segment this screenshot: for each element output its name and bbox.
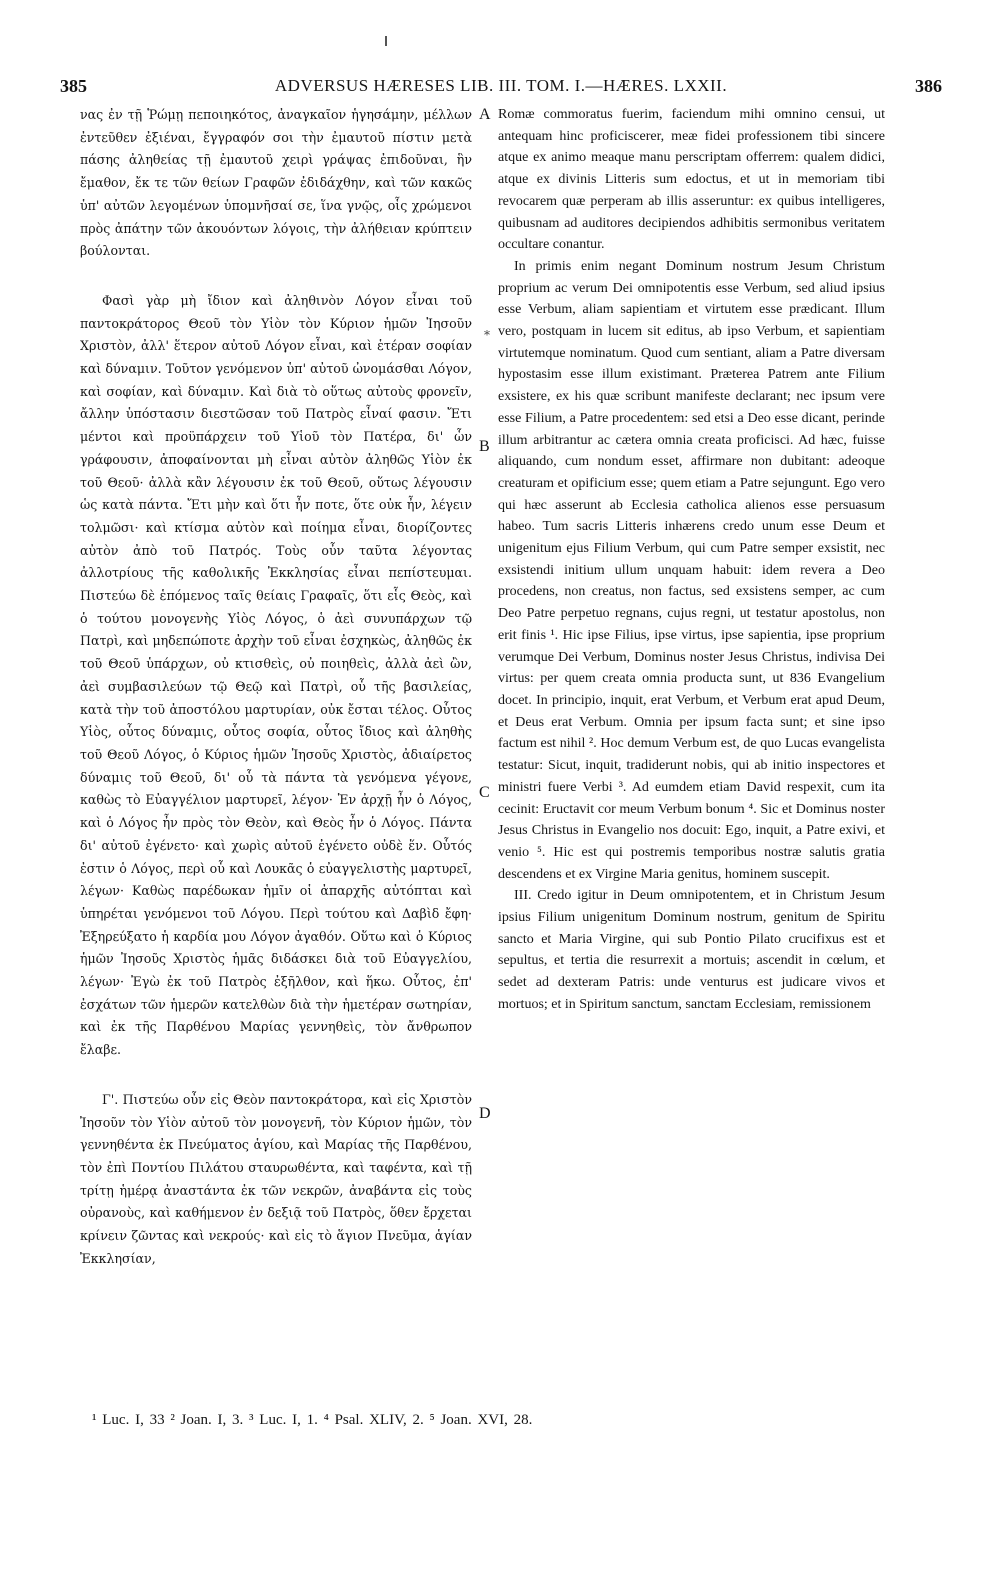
page-number-left: 385 bbox=[60, 76, 87, 96]
latin-paragraph-1: Romæ commoratus fuerim, faciendum mihi omnino censui, ut antequam hinc proficiscerer, meæ fidei professionem tibi sincere atque ex animo meaque manu perscriptam offerrem: qualem didici, atque ex divinis Litteris sum edoctus, et ut in memoriam tibi revocarem quæ perperam ab illis asseruntur: ex quibus intelligeres, quibusnam ad auditores decipiendos adhibitis sermonibus veritatem occultare conantur. bbox=[498, 107, 885, 253]
page-number-right: 386 bbox=[915, 76, 942, 96]
margin-letter-a: A bbox=[479, 106, 491, 123]
margin-letter-b: B bbox=[479, 438, 490, 455]
greek-paragraph-2: Φασὶ γὰρ μὴ ἴδιον καὶ ἀληθινὸν Λόγον εἶναι τοῦ παντοκράτορος Θεοῦ τὸν Υἱὸν τὸν Κύριον ἡμῶν Ἰησοῦν Χριστὸν, ἀλλ' ἕτερον αὐτοῦ Λόγον εἶναι, καὶ ἑτέραν σοφίαν καὶ δύναμιν. Τοῦτον γενόμενον ὑπ' αὐτοῦ ὠνομάσθαι Λόγον, καὶ σοφίαν, καὶ δύναμιν. Καὶ διὰ τὸ οὕτως αὐτοὺς φρονεῖν, ἄλλην ὑπόστασιν διεστῶσαν τοῦ Πατρὸς εἶναί φασιν. Ἔτι μέντοι καὶ προϋπάρχειν τοῦ Υἱοῦ τὸν Πατέρα, δι' ὧν γράφουσιν, ἀποφαίνονται μὴ εἶναι αὐτὸν ἀληθῶς Υἱὸν ἐκ τοῦ Θεοῦ· ἀλλὰ κἂν λέγουσιν ἐκ τοῦ Θεοῦ, οὕτως λέγουσιν ὡς κατὰ πάντα. Ἔτι μὴν καὶ ὅτι ἦν ποτε, ὅτε οὐκ ἦν, λέγειν τολμῶσι· καὶ κτίσμα αὐτὸν καὶ ποίημα εἶναι, διορίζοντες αὐτὸν ἀπὸ τοῦ Πατρός. Τοὺς οὖν ταῦτα λέγοντας ἀλλοτρίους τῆς καθολικῆς Ἐκκλησίας εἶναι πεπίστευμαι. Πιστεύω δὲ ἑπόμενος ταῖς θείαις Γραφαῖς, ὅτι εἷς Θεὸς, καὶ ὁ τούτου μονογενὴς Υἱὸς Λόγος, ὁ ἀεὶ συνυπάρχων τῷ Πατρὶ, καὶ μηδεπώποτε ἀρχὴν τοῦ εἶναι ἐσχηκὼς, ἀληθῶς ἐκ τοῦ Θεοῦ ὑπάρχων, οὐ κτισθεὶς, οὐ ποιηθεὶς, ἀλλὰ ἀεὶ ὢν, ἀεὶ συμβασιλεύων τῷ Θεῷ καὶ Πατρὶ, οὗ τῆς βασιλείας, κατὰ τὴν τοῦ ἀποστόλου μαρτυρίαν, οὐκ ἔσται τέλος. Οὗτος Υἱὸς, οὗτος δύναμις, οὗτος σοφία, οὗτος ἴδιος καὶ ἀληθὴς τοῦ Θεοῦ Λόγος, ὁ Κύριος ἡμῶν Ἰησοῦς Χριστὸς, ἀδιαίρετος δύναμις τοῦ Θεοῦ, δι' οὗ τὰ πάντα τὰ γενόμενα γέγονε, καθὼς τὸ Εὐαγγέλιον μαρτυρεῖ, λέγον· Ἐν ἀρχῇ ἦν ὁ Λόγος, καὶ ὁ Λόγος ἦν πρὸς τὸν Θεὸν, καὶ Θεὸς ἦν ὁ Λόγος. Πάντα δι' αὐτοῦ ἐγένετο· καὶ χωρὶς αὐτοῦ ἐγένετο οὐδὲ ἕν. Οὗτός ἐστιν ὁ Λόγος, περὶ οὗ καὶ Λουκᾶς ὁ εὐαγγελιστὴς μαρτυρεῖ, λέγων· Καθὼς παρέδωκαν ἡμῖν οἱ ἀπαρχῆς αὐτόπται καὶ ὑπηρέται γενόμενοι τοῦ Λόγου. Περὶ τούτου καὶ Δαβὶδ ἔφη· Ἐξηρεύξατο ἡ καρδία μου Λόγον ἀγαθόν. Οὕτω καὶ ὁ Κύριος ἡμῶν Ἰησοῦς Χριστὸς ἡμᾶς διδάσκει διὰ τοῦ Εὐαγγελίου, λέγων· Ἐγὼ ἐκ τοῦ Πατρὸς ἐξῆλθον, καὶ ἥκω. Οὗτος, ἐπ' ἐσχάτων τῶν ἡμερῶν κατελθὼν διὰ τὴν ἡμετέραν σωτηρίαν, καὶ ἐκ τῆς Παρθένου Μαρίας γεννηθεὶς, τὸν ἄνθρωπον ἔλαβε. bbox=[80, 292, 472, 1058]
latin-paragraph-3: III. Credo igitur in Deum omnipotentem, et in Christum Jesum ipsius Filium unigenitum Dominum nostrum, genitum de Spiritu sancto et Maria Virgine, qui sub Pontio Pilato crucifixus est et sepultus, et tertia die resurrexit a mortuis; ascendit in cœlum, et sedet ad dexteram Patris: unde venturus est judicare vivos et mortuos; et in Spiritum sanctum, sanctam Ecclesiam, remissionem bbox=[498, 888, 885, 1012]
greek-paragraph-1: νας ἐν τῇ Ῥώμῃ πεποιηκότος, ἀναγκαῖον ἡγησάμην, μέλλων ἐντεῦθεν ἐξιέναι, ἔγγραφόν σοι τὴν ἐμαυτοῦ πίστιν μετὰ πάσης ἀληθείας τῇ ἐμαυτοῦ χειρὶ γράψας ἐπιδοῦναι, ἣν ἔμαθον, ἔκ τε τῶν θείων Γραφῶν ἐδιδάχθην, καὶ τῶν κακῶς ὑπ' αὐτῶν λεγομένων ὑπομνῆσαί σε, ἵνα γνῷς, οἷς χρώμενοι πρὸς ἀπάτην τῶν ἀκουόντων λόγοις, τὴν ἀλήθειαν κρύπτειν βούλονται. bbox=[80, 107, 472, 259]
greek-column bbox=[80, 104, 472, 1270]
latin-column bbox=[498, 104, 885, 1016]
latin-paragraph-2: In primis enim negant Dominum nostrum Jesum Christum proprium ac verum Dei omnipotentis esse Verbum, sed aliud ipsius esse Verbum, aliam sapientiam et virtutem esse prædicant. Illum vero, postquam in lucem sit editus, ab ipso Verbum, et sapientiam virtutemque nominatum. Quod cum sentiant, aliam a Patre diversam hypostasim esse illum existimant. Præterea Patrem ante Filium exsistere, ex his quæ scribunt manifeste declarant; nec ipsum vere esse Filium, a Patre procedentem: sed etsi a Deo esse dicant, perinde illum arbitrantur ac cætera omnia creata proficisci. Ad hæc, fuisse aliquando, cum nondum esset, affirmare non dubitant: adeoque creaturam et opificium esse; quem etiam a Patre sejungunt. Ego vero qui hæc asserunt ab Ecclesia catholica alienos esse persuasum habeo. Tum sacris Litteris inhærens credo unum esse Deum et unigenitum ejus Filium Verbum, qui cum Patre semper exsistit, nec exsistendi initium ullum unquam habuit: idem revera a Deo procedens, non creatus, non factus, sed exsistens semper, ac cum Deo Patre perpetuo regnans, cujus regni, ut testatur apostolus, non erit finis ¹. Hic ipse Filius, ipse virtus, ipse sapientia, ipse proprium verumque Dei Verbum, Dominus noster Jesus Christus, indivisa Dei virtus: per quem creata omnia producta sunt, ut 836 Evangelium docet. In principio, inquit, erat Verbum, et Verbum erat apud Deum, et Deus erat Verbum. Omnia per ipsum facta sunt; et sine ipso factum est nihil ². Hoc demum Verbum est, de quo Lucas evangelista testatur: Sicut, inquit, tradiderunt nobis, qui ab initio inspectores et ministri fuere Verbi ³. Ad eumdem etiam David respexit, cum ita cecinit: Eructavit cor meum Verbum bonum ⁴. Sic et Dominus noster Jesus Christus in Evangelio nos docuit: Ego, inquit, a Patre exivi, et venio ⁵. Hic est qui postremis temporibus nostræ salutis gratia descendens et ex Virgine Maria genitus, hominem suscepit. bbox=[498, 258, 885, 882]
running-title: ADVERSUS HÆRESES LIB. III. TOM. I.—HÆRES. LXXII. bbox=[274, 76, 728, 95]
margin-letter-d: D bbox=[479, 1105, 491, 1122]
footnotes: ¹ Luc. I, 33 ² Joan. I, 3. ³ Luc. I, 1. ⁴ Psal. XLIV, 2. ⁵ Joan. XVI, 28. bbox=[92, 1412, 533, 1428]
margin-letter-c: C bbox=[479, 784, 490, 801]
asterisk-mark: * bbox=[484, 328, 490, 342]
print-mark bbox=[385, 36, 387, 46]
running-header bbox=[60, 76, 942, 102]
greek-paragraph-3: Γ'. Πιστεύω οὖν εἰς Θεὸν παντοκράτορα, καὶ εἰς Χριστὸν Ἰησοῦν τὸν Υἱὸν αὐτοῦ τὸν μονογενῆ, τὸν Κύριον ἡμῶν, τὸν γεννηθέντα ἐκ Πνεύματος ἁγίου, καὶ Μαρίας τῆς Παρθένου, τὸν ἐπὶ Ποντίου Πιλάτου σταυρωθέντα, καὶ ταφέντα, καὶ τῇ τρίτῃ ἡμέρᾳ ἀναστάντα ἐκ τῶν νεκρῶν, ἀναβάντα εἰς τοὺς οὐρανοὺς, καὶ καθήμενον ἐν δεξιᾷ τοῦ Πατρὸς, ὅθεν ἔρχεται κρίνειν ζῶντας καὶ νεκρούς· καὶ εἰς τὸ ἅγιον Πνεῦμα, ἁγίαν Ἐκκλησίαν, bbox=[80, 1091, 472, 1266]
